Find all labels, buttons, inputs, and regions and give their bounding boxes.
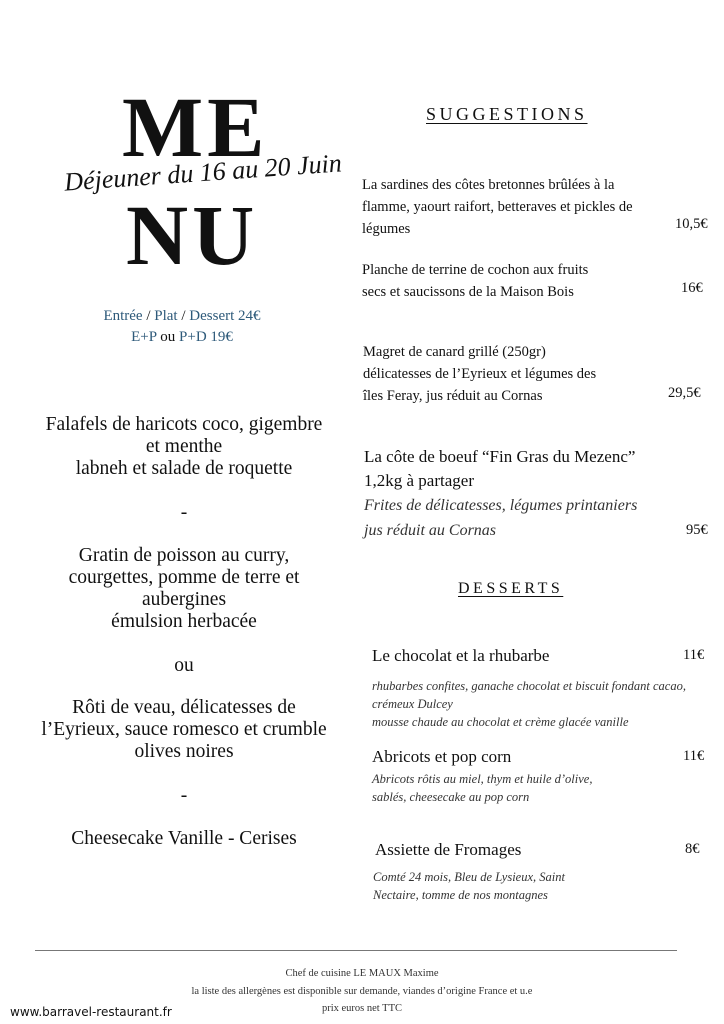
description-line: Frites de délicatesses, légumes printaniers <box>364 497 638 514</box>
chef-credit: Chef de cuisine LE MAUX Maxime <box>285 968 439 979</box>
or-separator: ou <box>174 655 194 676</box>
formula-entree: Entrée <box>103 308 143 324</box>
lunch-dessert: Cheesecake Vanille - Cerises <box>71 828 297 849</box>
description-line: Abricots rôtis au miel, thym et huile d’olive, <box>372 772 593 786</box>
suggestion-item <box>362 259 588 303</box>
formula-ou: ou <box>156 329 180 345</box>
dessert-description <box>372 770 592 806</box>
description-line: jus réduit au Cornas <box>364 522 497 539</box>
lunch-plat-2 <box>14 697 354 763</box>
description-line: Nectaire, tomme de nos montagnes <box>373 888 548 902</box>
logo-me: ME <box>122 79 269 175</box>
description-line: Comté 24 mois, Bleu de Lysieux, Saint <box>373 870 565 884</box>
suggestion-item <box>364 445 637 543</box>
text-line: émulsion herbacée <box>111 611 257 632</box>
text-line: courgettes, pomme de terre et <box>68 567 300 588</box>
logo-nu: NU <box>126 187 259 283</box>
text-line: Falafels de haricots coco, gigembre <box>45 414 323 435</box>
text-line: Rôti de veau, délicatesses de <box>72 697 296 718</box>
formula-line-2 <box>52 329 312 346</box>
website-link[interactable]: www.barravel-restaurant.fr <box>10 1005 172 1019</box>
lunch-entree <box>14 414 354 480</box>
separator-dash: - <box>180 785 188 806</box>
description-line: sablés, cheesecake au pop corn <box>372 790 530 804</box>
dessert-description <box>372 677 686 731</box>
dessert-name: Assiette de Fromages <box>375 840 522 859</box>
dessert-description <box>373 868 565 904</box>
text-line: Planche de terrine de cochon aux fruits <box>362 262 589 278</box>
allergen-notice: la liste des allergènes est disponible sur demande, viandes d’origine France et u.e <box>191 986 533 997</box>
description-line: rhubarbes confites, ganache chocolat et biscuit fondant cacao, <box>372 679 686 693</box>
separator-dash: - <box>180 502 188 523</box>
price: 10,5€ <box>675 216 708 232</box>
formula-pd: P+D <box>179 329 207 345</box>
price: 11€ <box>683 647 705 663</box>
text-line: l’Eyrieux, sauce romesco et crumble <box>41 719 327 740</box>
description-line: crémeux Dulcey <box>372 697 453 711</box>
text-line: La côte de boeuf “Fin Gras du Mezenc” <box>364 447 636 466</box>
suggestion-item <box>362 174 712 240</box>
text-line: Gratin de poisson au curry, <box>78 545 290 566</box>
suggestions-heading: SUGGESTIONS <box>426 104 588 124</box>
price: 11€ <box>683 748 705 764</box>
text-line: 1,2kg à partager <box>364 471 474 490</box>
formula-dessert: Dessert <box>189 308 235 324</box>
formula-price-short: 19€ <box>210 329 233 345</box>
formula-line-1 <box>52 308 312 325</box>
text-line: délicatesses de l’Eyrieux et légumes des <box>363 366 597 382</box>
text-line: flamme, yaourt raifort, betteraves et pickles de <box>362 199 633 215</box>
formula-plat: Plat <box>154 308 178 324</box>
formula-price-full: 24€ <box>238 308 261 324</box>
dessert-name: Le chocolat et la rhubarbe <box>372 646 550 665</box>
price: 29,5€ <box>668 385 701 401</box>
text-line: secs et saucissons de la Maison Bois <box>362 284 574 300</box>
sep: / <box>142 308 155 324</box>
dessert-name: Abricots et pop corn <box>372 747 512 766</box>
formula-ep: E+P <box>131 329 157 345</box>
text-line: légumes <box>362 221 411 237</box>
text-line: La sardines des côtes bretonnes brûlées à la <box>362 177 615 193</box>
sep: / <box>177 308 190 324</box>
description-line: mousse chaude au chocolat et crème glacée vanille <box>372 715 629 729</box>
suggestion-item <box>363 341 596 407</box>
logo-date-script: Déjeuner du 16 au 20 Juin <box>63 148 343 197</box>
text-line: Magret de canard grillé (250gr) <box>363 344 546 360</box>
price-notice: prix euros net TTC <box>321 1003 402 1014</box>
desserts-heading: DESSERTS <box>458 580 564 597</box>
price: 8€ <box>685 841 700 857</box>
text-line: labneh et salade de roquette <box>75 458 293 479</box>
price: 16€ <box>681 280 703 296</box>
text-line: et menthe <box>145 436 223 457</box>
footer-divider <box>35 950 677 951</box>
text-line: aubergines <box>141 589 227 610</box>
text-line: îles Feray, jus réduit au Cornas <box>363 388 543 404</box>
price: 95€ <box>686 522 708 538</box>
text-line: olives noires <box>134 741 234 762</box>
lunch-plat-1 <box>14 545 354 633</box>
